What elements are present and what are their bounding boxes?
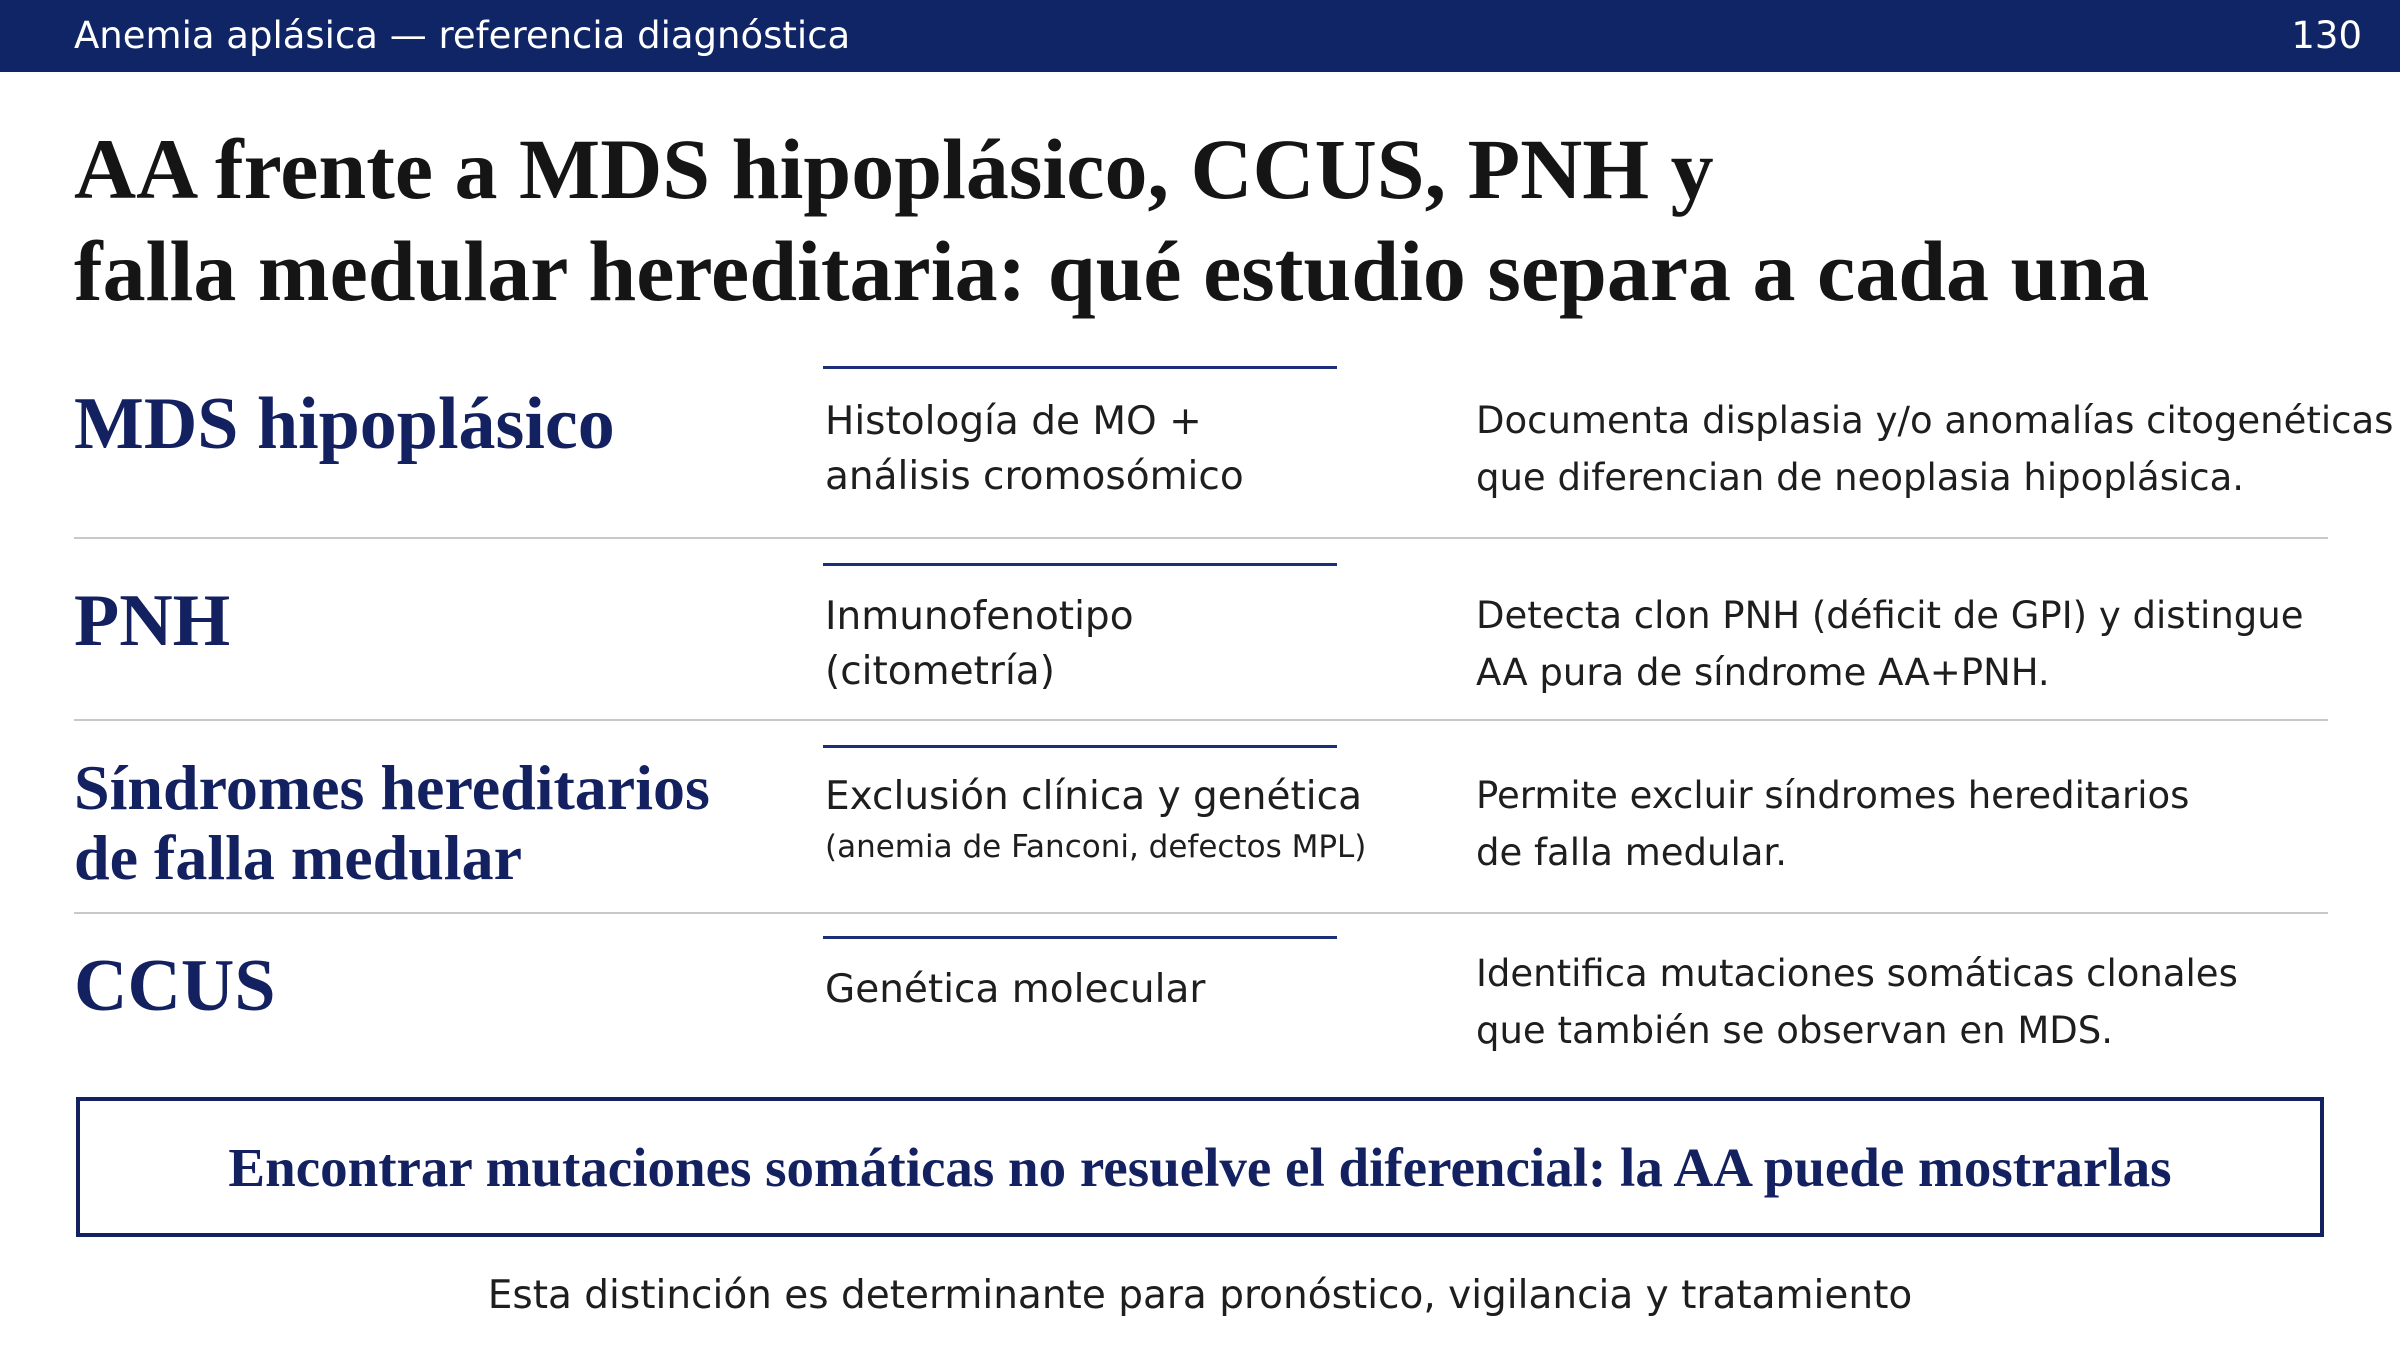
condition-name-line: MDS hipoplásico: [74, 383, 615, 465]
test-rule: [823, 563, 1337, 566]
test-rule: [823, 936, 1337, 939]
comparison-row-ccus: [74, 936, 2328, 1066]
test-rationale-line: Identifica mutaciones somáticas clonales: [1476, 952, 2238, 995]
condition-name: [74, 384, 615, 464]
key-message-box: [76, 1097, 2324, 1237]
top-banner: [0, 0, 2400, 72]
condition-name: [74, 946, 275, 1026]
test-method-line: análisis cromosómico: [825, 454, 1244, 499]
test-rule: [823, 366, 1337, 369]
test-rule: [823, 745, 1337, 748]
test-rationale-line: Permite excluir síndromes hereditarios: [1476, 774, 2190, 817]
row-divider: [74, 719, 2328, 721]
test-method-note: (anemia de Fanconi, defectos MPL): [825, 829, 1367, 865]
test-rationale-line: de falla medular.: [1476, 831, 1787, 874]
test-rationale: [1476, 587, 2326, 701]
test-rationale: [1476, 392, 2394, 506]
test-method-line: Inmunofenotipo: [825, 594, 1134, 639]
page-title-line-1: AA frente a MDS hipoplásico, CCUS, PNH y: [74, 121, 1714, 217]
key-message-text: Encontrar mutaciones somáticas no resuelve el diferencial: la AA puede mostrarlas: [228, 1136, 2172, 1198]
test-rationale-line: que diferencian de neoplasia hipoplásica.: [1476, 456, 2245, 499]
page-title-line-2: falla medular hereditaria: qué estudio separa a cada una: [74, 223, 2150, 319]
test-rationale-line: Documenta displasia y/o anomalías citogenéticas: [1476, 399, 2394, 442]
condition-name-line: PNH: [74, 580, 231, 662]
page-number: 130: [2291, 14, 2362, 57]
test-method-line: Genética molecular: [825, 967, 1206, 1012]
comparison-row-mds: [74, 366, 2394, 539]
comparison-row-pnh: [74, 563, 2328, 721]
condition-name-line: CCUS: [74, 945, 276, 1027]
test-method: [825, 589, 1425, 699]
footer-note: Esta distinción es determinante para pronóstico, vigilancia y tratamiento: [487, 1273, 1913, 1318]
condition-name-line: de falla medular: [74, 822, 522, 893]
condition-name-line: Síndromes hereditarios: [74, 752, 710, 823]
test-method: [825, 962, 1425, 1017]
test-rationale: [1476, 767, 2326, 881]
test-method-line: (citometría): [825, 649, 1055, 694]
comparison-row-hereditary: [74, 745, 2328, 914]
test-method: [825, 394, 1425, 504]
test-rationale-line: Detecta clon PNH (déficit de GPI) y distingue: [1476, 594, 2304, 637]
test-method: [825, 769, 1425, 870]
condition-name: [74, 581, 230, 661]
test-method-line: Exclusión clínica y genética: [825, 774, 1362, 819]
page-title: [74, 118, 2334, 322]
condition-name: [74, 753, 710, 893]
test-method-line: Histología de MO +: [825, 399, 1202, 444]
test-rationale-line: que también se observan en MDS.: [1476, 1009, 2114, 1052]
row-divider: [74, 537, 2328, 539]
test-rationale-line: AA pura de síndrome AA+PNH.: [1476, 651, 2050, 694]
test-rationale: [1476, 945, 2326, 1059]
row-divider: [74, 912, 2328, 914]
section-title: Anemia aplásica — referencia diagnóstica: [74, 14, 851, 57]
